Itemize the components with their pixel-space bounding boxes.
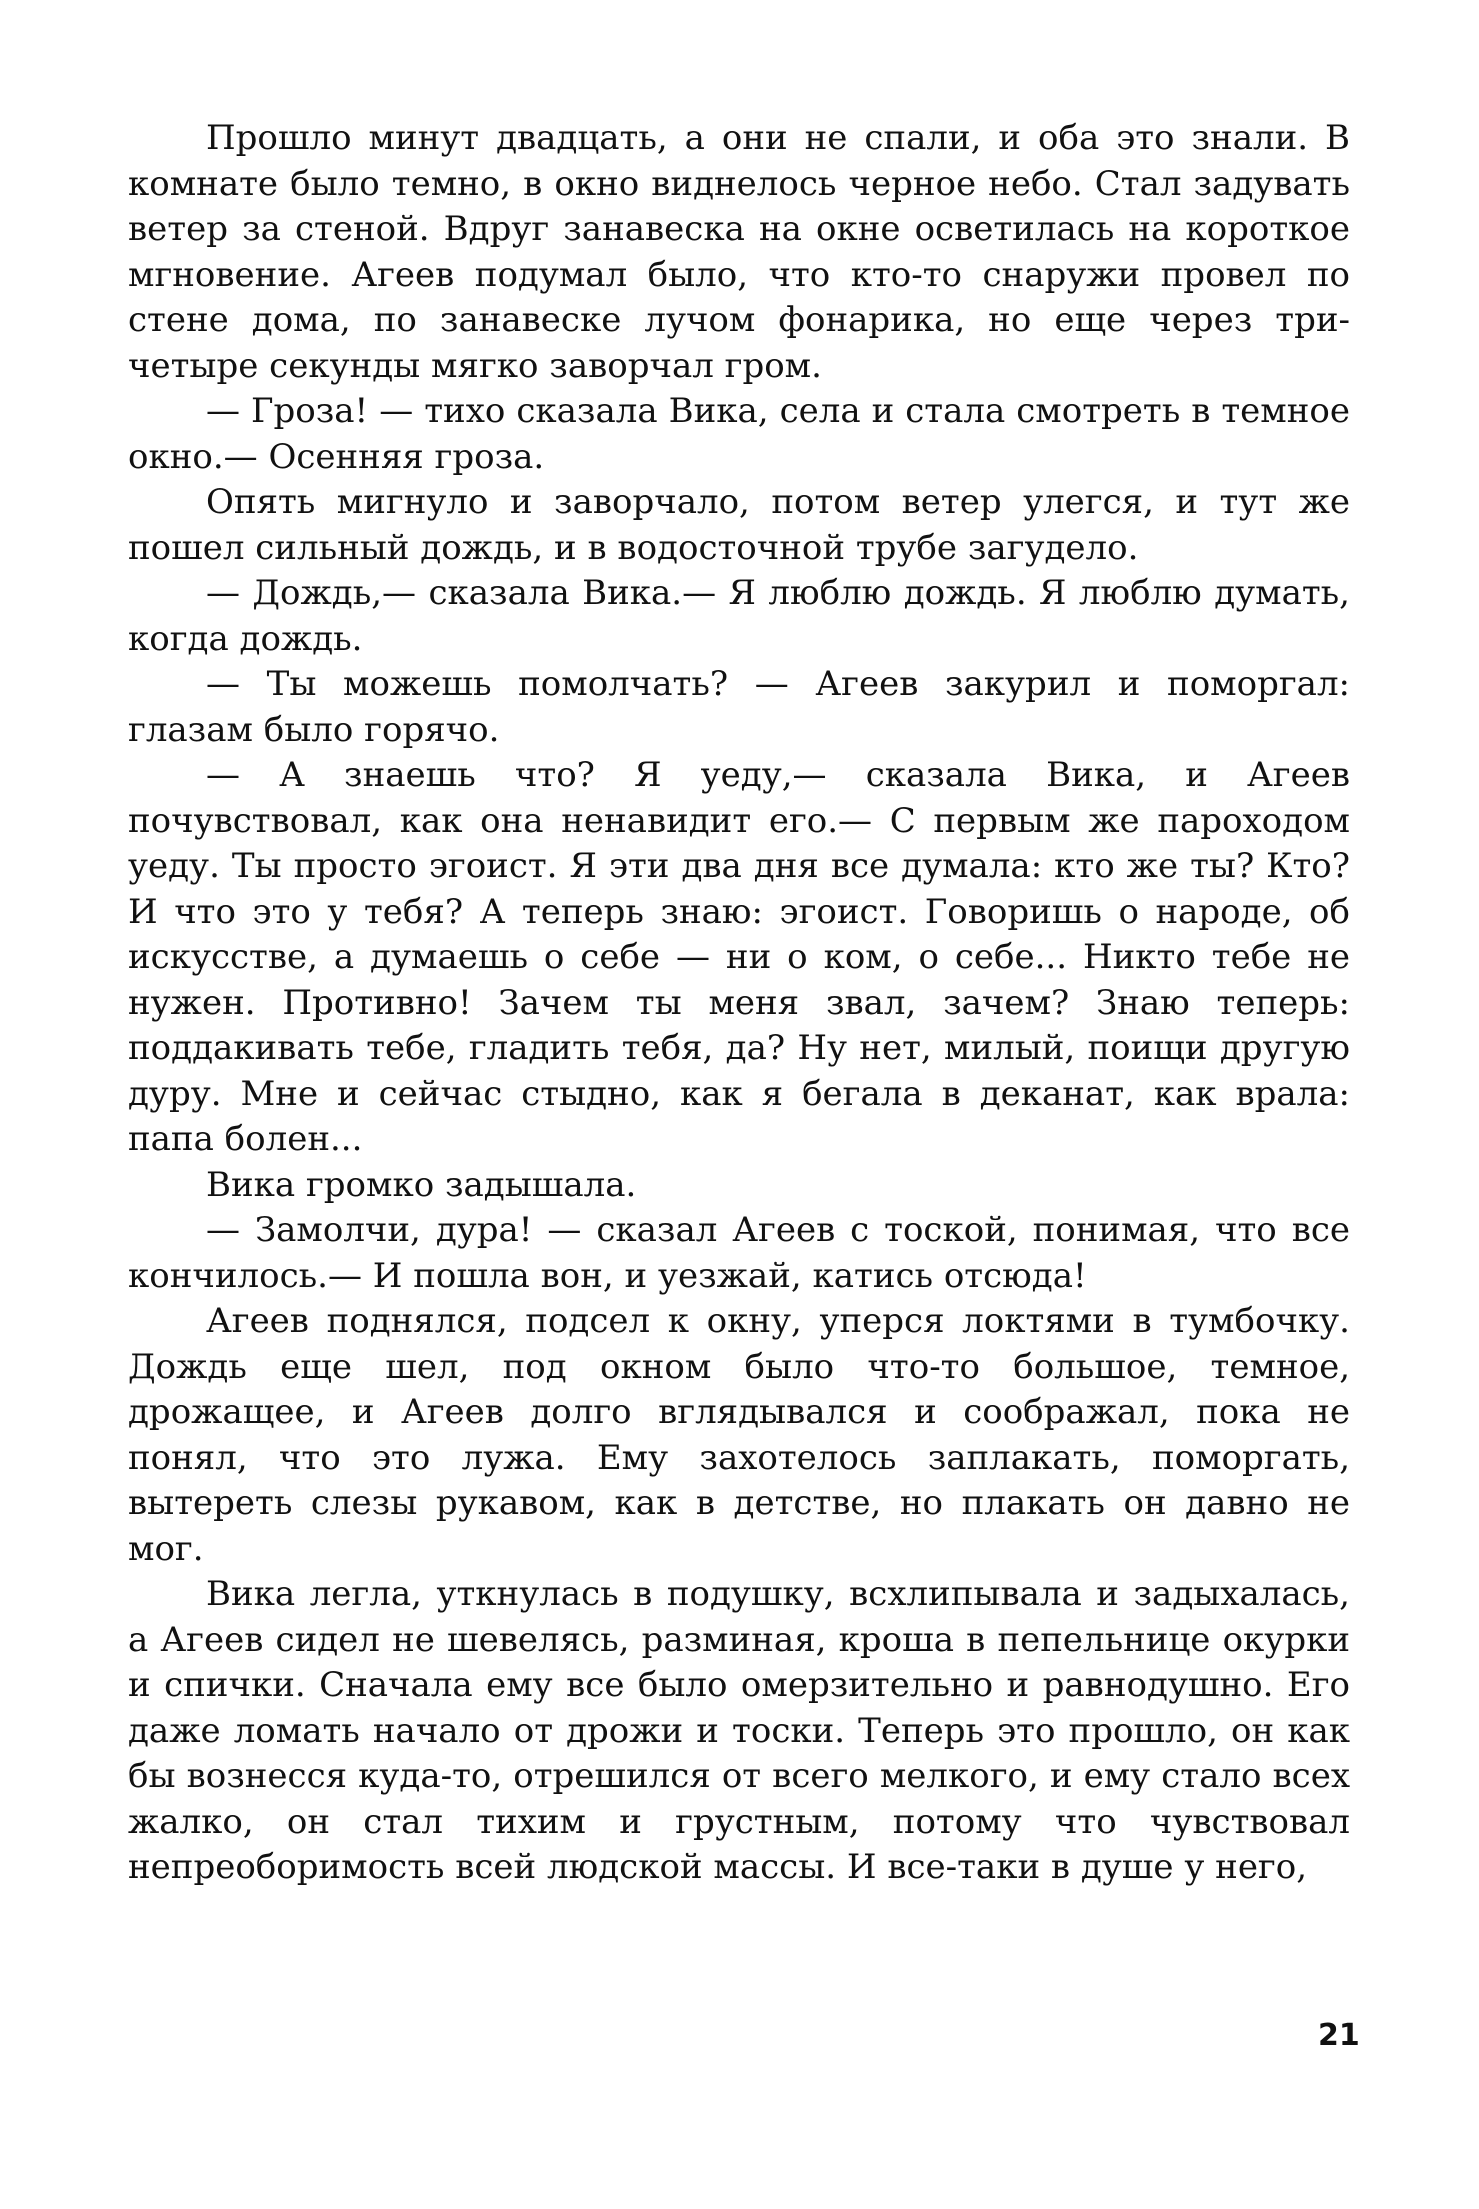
paragraph-7: Вика громко задышала. bbox=[206, 1164, 637, 1205]
paragraph-6: — А знаешь что? Я уеду,— сказала Вика, и Агеев почувствовал, как она ненавидит его.— С первым же пароходом уеду. Ты просто эгоист. Я эти два дня все думала: кто же ты? Кто? И что это у тебя? А теперь знаю: эгоист. Говоришь о народе, об искусстве, а думаешь о себе — ни о ком, о себе... Никто тебе не нужен. Противно! Зачем ты меня звал, зачем? Знаю теперь: поддакивать тебе, гладить тебя, да? Ну нет, милый, поищи другую дуру. Мне и сейчас стыдно, как я бегала в деканат, как врала: папа болен... bbox=[128, 755, 1350, 1159]
paragraph-10: Вика легла, уткнулась в подушку, всхлипывала и задыхалась, а Агеев сидел не шевелясь, разминая, кроша в пепельнице окурки и спички. Сначала ему все было омерзительно и равнодушно. Его даже ломать начало от дрожи и тоски. Теперь это прошло, он как бы вознесся куда-то, отрешился от всего мелкого, и ему стало всех жалко, он стал тихим и грустным, потому что чувствовал непреоборимость всей людской массы. И все-таки в душе у него, bbox=[128, 1574, 1350, 1887]
paragraph-8: — Замолчи, дура! — сказал Агеев с тоской, понимая, что все кончилось.— И пошла вон, и уезжай, катись отсюда! bbox=[128, 1210, 1350, 1296]
paragraph-2: — Гроза! — тихо сказала Вика, села и стала смотреть в темное окно.— Осенняя гроза. bbox=[128, 391, 1350, 477]
page-text bbox=[128, 116, 1350, 2076]
paragraph-4: — Дождь,— сказала Вика.— Я люблю дождь. Я люблю думать, когда дождь. bbox=[128, 573, 1350, 659]
page-number: 21 bbox=[1318, 2018, 1360, 2053]
paragraph-5: — Ты можешь помолчать? — Агеев закурил и поморгал: глазам было горячо. bbox=[128, 664, 1350, 750]
paragraph-9: Агеев поднялся, подсел к окну, уперся локтями в тумбочку. Дождь еще шел, под окном было что-то большое, темное, дрожащее, и Агеев долго вглядывался и соображал, пока не понял, что это лужа. Ему захотелось заплакать, поморгать, вытереть слезы рукавом, как в детстве, но плакать он давно не мог. bbox=[128, 1301, 1350, 1569]
paragraph-3: Опять мигнуло и заворчало, потом ветер улегся, и тут же пошел сильный дождь, и в водосточной трубе загудело. bbox=[128, 482, 1350, 568]
paragraph-1: Прошло минут двадцать, а они не спали, и оба это знали. В комнате было темно, в окно виднелось черное небо. Стал задувать ветер за стеной. Вдруг занавеска на окне осветилась на короткое мгновение. Агеев подумал было, что кто-то снаружи провел по стене дома, по занавеске лучом фонарика, но еще через три-четыре секунды мягко заворчал гром. bbox=[128, 118, 1350, 386]
